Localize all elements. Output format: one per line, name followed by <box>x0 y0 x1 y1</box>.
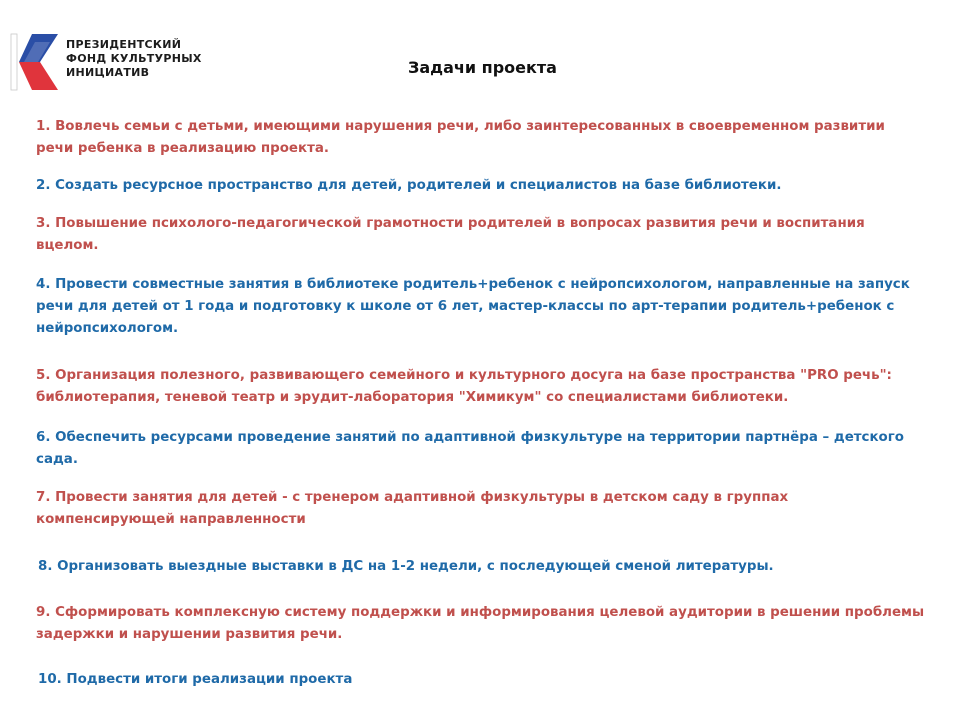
task-5: 5. Организация полезного, развивающего семейного и культурного досуга на базе пространства "PRO речь": библиотерапия, теневой театр и эрудит-лаборатория "Химикум" со специалистами библиотеки. <box>36 368 892 405</box>
task-10: 10. Подвести итоги реализации проекта <box>38 672 353 687</box>
pfki-logo <box>10 32 210 92</box>
logo-text <box>66 38 202 80</box>
task-3: 3. Повышение психолого-педагогической грамотности родителей в вопросах развития речи и воспитания вцелом. <box>36 216 865 253</box>
task-6: 6. Обеспечить ресурсами проведение занятий по адаптивной физкультуре на территории партнёра – детского сада. <box>36 430 904 467</box>
task-9: 9. Сформировать комплексную систему поддержки и информирования целевой аудитории в решении проблемы задержки и нарушении развития речи. <box>36 605 925 642</box>
task-4: 4. Провести совместные занятия в библиотеке родитель+ребенок с нейропсихологом, направленные на запуск речи для детей от 1 года и подготовку к школе от 6 лет, мастер-классы по арт-терапии родитель+ребенок с нейропсихологом. <box>36 277 910 336</box>
task-2: 2. Создать ресурсное пространство для детей, родителей и специалистов на базе библиотеки. <box>36 178 782 193</box>
logo-line-2: ФОНД КУЛЬТУРНЫХ <box>66 52 202 65</box>
task-1: 1. Вовлечь семьи с детьми, имеющими нарушения речи, либо заинтересованных в своевременном развитии речи ребенка в реализацию проекта. <box>36 119 885 156</box>
task-7: 7. Провести занятия для детей - с тренером адаптивной физкультуры в детском саду в группах компенсирующей направленности <box>36 490 789 527</box>
logo-line-1: ПРЕЗИДЕНТСКИЙ <box>66 38 182 51</box>
logo-line-3: ИНИЦИАТИВ <box>66 66 150 79</box>
task-8: 8. Организовать выездные выставки в ДС на 1-2 недели, с последующей сменой литературы. <box>38 559 774 574</box>
page-title: Задачи проекта <box>408 58 557 77</box>
pfki-logo-mark-icon <box>10 32 60 92</box>
